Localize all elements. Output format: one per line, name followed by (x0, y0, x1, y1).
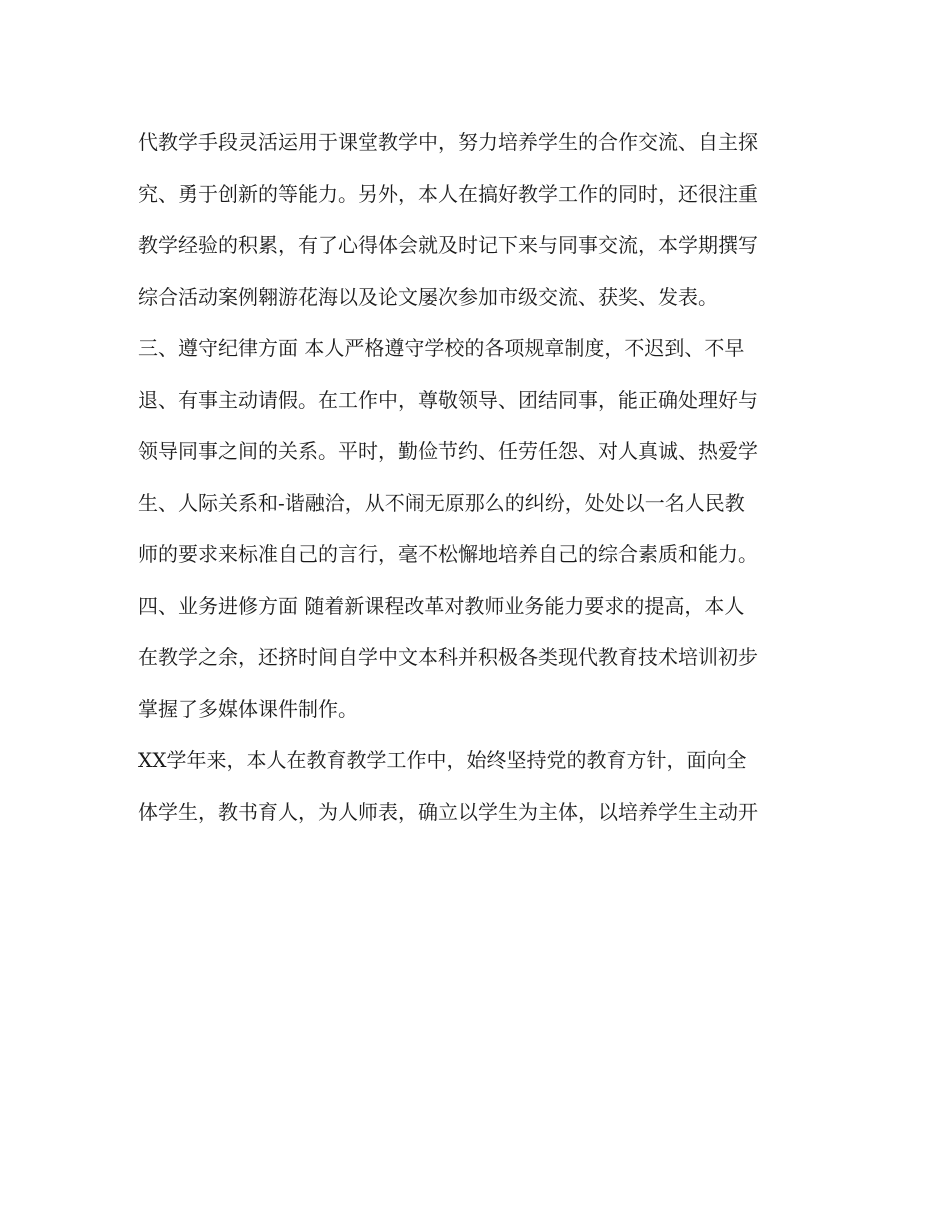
text-line: 教学经验的积累，有了心得体会就及时记下来与同事交流，本学期撰写 (138, 233, 758, 257)
text-line: 代教学手段灵活运用于课堂教学中，努力培养学生的合作交流、自主探 (138, 130, 758, 154)
text-line: 究、勇于创新的等能力。另外，本人在搞好教学工作的同时，还很注重 (138, 181, 758, 206)
text-line: 退、有事主动请假。在工作中，尊敬领导、团结同事，能正确处理好与 (138, 387, 758, 412)
text-line: 生、人际关系和-谐融洽，从不闹无原那么的纠纷，处处以一名人民教 (138, 490, 745, 515)
text-line: 师的要求来标准自己的言行，毫不松懈地培养自己的综合素质和能力。 (138, 542, 758, 566)
body-text (138, 122, 828, 843)
section-heading-line: 三、遵守纪律方面 本人严格遵守学校的各项规章制度，不迟到、不早 (138, 336, 745, 360)
text-line: 体学生，教书育人，为人师表，确立以学生为主体，以培养学生主动开 (138, 799, 758, 824)
text-line: 领导同事之间的关系。平时，勤俭节约、任劳任怨、对人真诚、热爱学 (138, 439, 758, 463)
text-line: 综合活动案例翱游花海以及论文屡次参加市级交流、获奖、发表。 (138, 284, 718, 309)
text-line: 掌握了多媒体课件制作。 (138, 696, 358, 721)
text-line: 在教学之余，还挤时间自学中文本科并积极各类现代教育技术培训初步 (138, 645, 758, 669)
paragraph-start-line: XX学年来，本人在教育教学工作中，始终坚持党的教育方针，面向全 (138, 748, 747, 772)
section-heading-line: 四、业务进修方面 随着新课程改革对教师业务能力要求的提高，本人 (138, 593, 745, 618)
